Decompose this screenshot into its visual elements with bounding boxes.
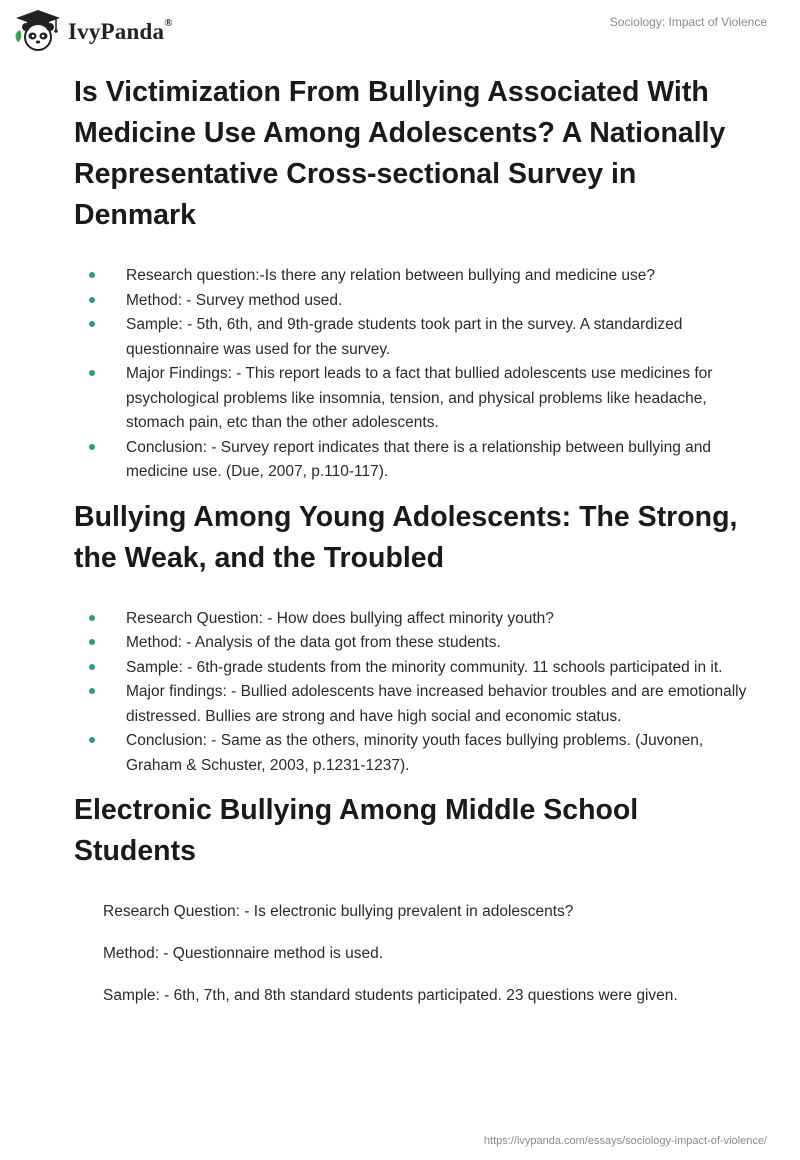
bullet-icon — [89, 370, 95, 376]
section-heading-2: Bullying Among Young Adolescents: The Strong, the Weak, and the Troubled — [74, 500, 738, 574]
source-url[interactable]: https://ivypanda.com/essays/sociology-impact-of-violence/ — [483, 1135, 767, 1147]
brand-name: IvyPanda® — [68, 17, 173, 44]
page-header — [0, 0, 800, 60]
section-heading-3: Electronic Bullying Among Middle School Students — [74, 794, 639, 867]
list-item: Method: - Analysis of the data got from these students. — [74, 631, 754, 656]
bullet-icon — [89, 639, 95, 645]
list-item: Sample: - 6th-grade students from the minority community. 11 schools participated in it. — [74, 656, 754, 681]
paragraph: Research Question: - Is electronic bullying prevalent in adolescents? — [103, 903, 574, 920]
list-item: Conclusion: - Same as the others, minority youth faces bullying problems. (Juvonen, Graham & Schuster, 2003, p.1231-1237). — [74, 729, 754, 778]
bullet-icon — [89, 321, 95, 327]
panda-graduate-icon — [12, 8, 64, 52]
list-item: Sample: - 5th, 6th, and 9th-grade students took part in the survey. A standardized questionnaire was used for the survey. — [74, 313, 754, 362]
list-item: Major findings: - Bullied adolescents have increased behavior troubles and are emotionally distressed. Bullies are strong and have high social and economic status. — [74, 680, 754, 729]
paragraph: Method: - Questionnaire method is used. — [103, 945, 384, 962]
paragraph: Sample: - 6th, 7th, and 8th standard students participated. 23 questions were given. — [103, 987, 678, 1004]
section-3-paragraphs — [74, 900, 754, 1008]
list-item: Conclusion: - Survey report indicates that there is a relationship between bullying and medicine use. (Due, 2007, p.110-117). — [74, 436, 754, 485]
bullet-icon — [89, 444, 95, 450]
bullet-icon — [89, 664, 95, 670]
bullet-icon — [89, 272, 95, 278]
list-item: Method: - Survey method used. — [74, 289, 754, 314]
document-topic: Sociology: Impact of Violence — [609, 15, 767, 29]
bullet-icon — [89, 297, 95, 303]
list-item: Research question:-Is there any relation between bullying and medicine use? — [74, 264, 754, 289]
section-1-list — [74, 264, 754, 485]
bullet-icon — [89, 615, 95, 621]
bullet-icon — [89, 737, 95, 743]
registered-mark: ® — [164, 17, 173, 29]
list-item: Research Question: - How does bullying affect minority youth? — [74, 607, 754, 632]
section-2-list — [74, 607, 754, 779]
section-heading-1: Is Victimization From Bullying Associated With Medicine Use Among Adolescents? A Nationally Representative Cross-sectional Survey in Denmark — [74, 76, 726, 231]
list-item: Major Findings: - This report leads to a fact that bullied adolescents use medicines for psychological problems like insomnia, tension, and physical problems like headache, stomach pain, etc than the other adolescents. — [74, 362, 754, 436]
ivypanda-logo[interactable] — [12, 8, 173, 52]
essay-content — [74, 72, 754, 1026]
bullet-icon — [89, 688, 95, 694]
